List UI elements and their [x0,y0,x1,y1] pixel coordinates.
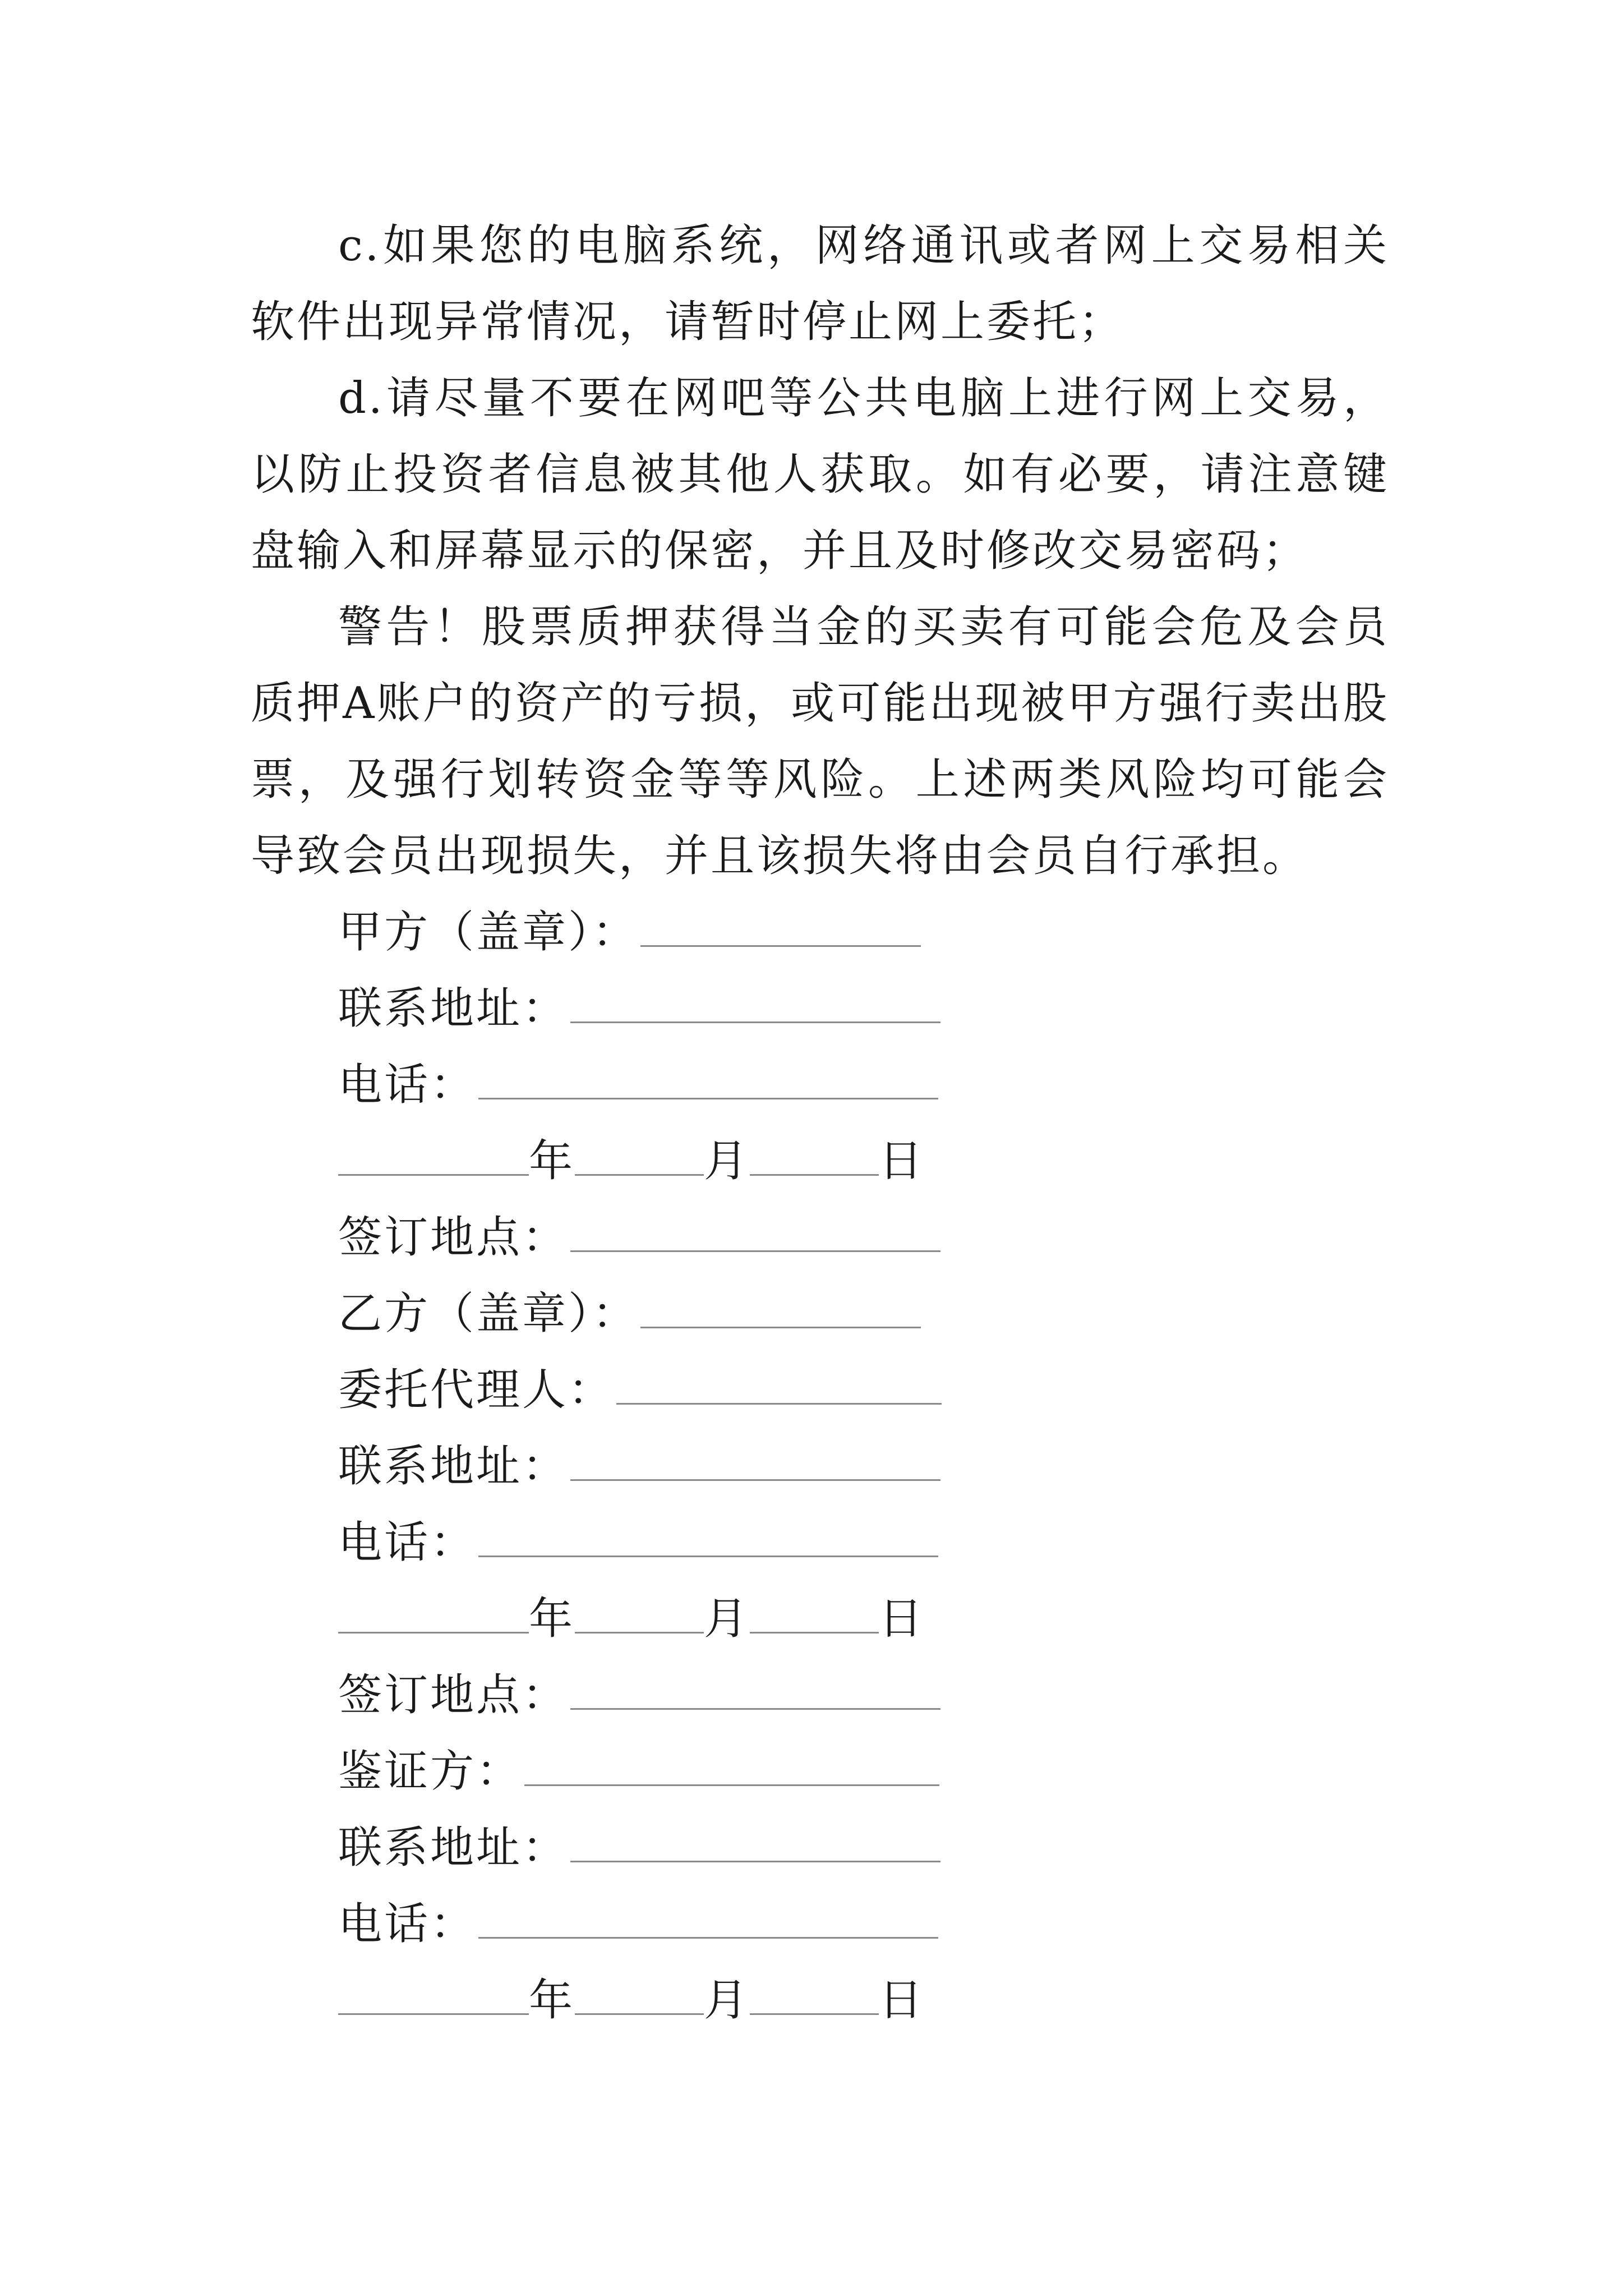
party-b-seal-label: 乙方（盖章）： [338,1289,639,1339]
party-a-day-field[interactable] [750,1135,879,1176]
paragraph-d: d.请尽量不要在网吧等公共电脑上进行网上交易，以防止投资者信息被其他人获取。如有必要，请注意键盘输入和屏幕显示的保密，并且及时修改交易密码； [251,373,1389,576]
party-b-agent-label: 委托代理人： [338,1365,615,1415]
witness-address-field[interactable] [570,1821,940,1862]
party-b-phone-field[interactable] [478,1516,938,1557]
party-a-place-field[interactable] [570,1211,940,1252]
party-b-place-field[interactable] [570,1669,940,1710]
party-b-month-label: 月 [704,1594,750,1644]
party-b-phone-row [338,1515,938,1571]
witness-label: 鉴证方： [338,1746,523,1797]
party-b-seal-row [338,1286,921,1342]
witness-date-row [338,1972,925,2028]
party-b-place-row [338,1667,940,1723]
party-b-seal-field[interactable] [640,1287,921,1328]
party-a-address-field[interactable] [570,982,940,1023]
witness-phone-label: 电话： [338,1899,477,1949]
party-a-phone-row [338,1057,938,1113]
paragraph-c: c.如果您的电脑系统，网络通讯或者网上交易相关软件出现异常情况，请暂时停止网上委托； [251,220,1389,347]
witness-address-row [338,1820,940,1876]
witness-address-label: 联系地址： [338,1823,569,1873]
witness-day-field[interactable] [750,1974,879,2015]
party-a-address-row [338,981,940,1037]
party-a-place-label: 签订地点： [338,1212,569,1263]
body-text [251,208,1389,894]
witness-month-label: 月 [704,1975,750,2026]
witness-month-field[interactable] [575,1974,704,2015]
witness-field[interactable] [524,1745,939,1786]
witness-phone-row [338,1896,938,1952]
party-b-phone-label: 电话： [338,1517,477,1568]
party-a-month-label: 月 [704,1136,750,1186]
party-b-address-row [338,1438,940,1494]
party-a-day-label: 日 [879,1136,925,1186]
witness-year-label: 年 [529,1975,575,2026]
party-b-date-row [338,1591,925,1647]
party-a-address-label: 联系地址： [338,983,569,1034]
party-b-agent-field[interactable] [616,1364,942,1405]
party-b-address-label: 联系地址： [338,1441,569,1492]
party-b-day-label: 日 [879,1594,925,1644]
witness-row [338,1743,939,1800]
party-a-seal-label: 甲方（盖章）： [338,907,639,958]
party-a-seal-row [338,904,921,960]
party-a-year-label: 年 [529,1136,575,1186]
party-a-date-row [338,1133,925,1189]
party-a-year-field[interactable] [338,1135,529,1176]
party-a-phone-label: 电话： [338,1060,477,1110]
party-a-month-field[interactable] [575,1135,704,1176]
party-b-agent-row [338,1362,942,1418]
party-b-month-field[interactable] [575,1593,704,1634]
party-b-address-field[interactable] [570,1440,940,1481]
witness-day-label: 日 [879,1975,925,2026]
party-a-seal-field[interactable] [640,906,921,947]
party-b-year-label: 年 [529,1594,575,1644]
party-a-place-row [338,1209,940,1266]
witness-phone-field[interactable] [478,1898,938,1939]
party-b-place-label: 签订地点： [338,1670,569,1720]
party-a-phone-field[interactable] [478,1059,938,1099]
party-b-year-field[interactable] [338,1593,529,1634]
witness-year-field[interactable] [338,1974,529,2015]
paragraph-warning: 警告！股票质押获得当金的买卖有可能会危及会员质押A账户的资产的亏损，或可能出现被甲方强行卖出股票，及强行划转资金等等风险。上述两类风险均可能会导致会员出现损失，并且该损失将由会员自行承担。 [251,602,1389,881]
party-b-day-field[interactable] [750,1593,879,1634]
